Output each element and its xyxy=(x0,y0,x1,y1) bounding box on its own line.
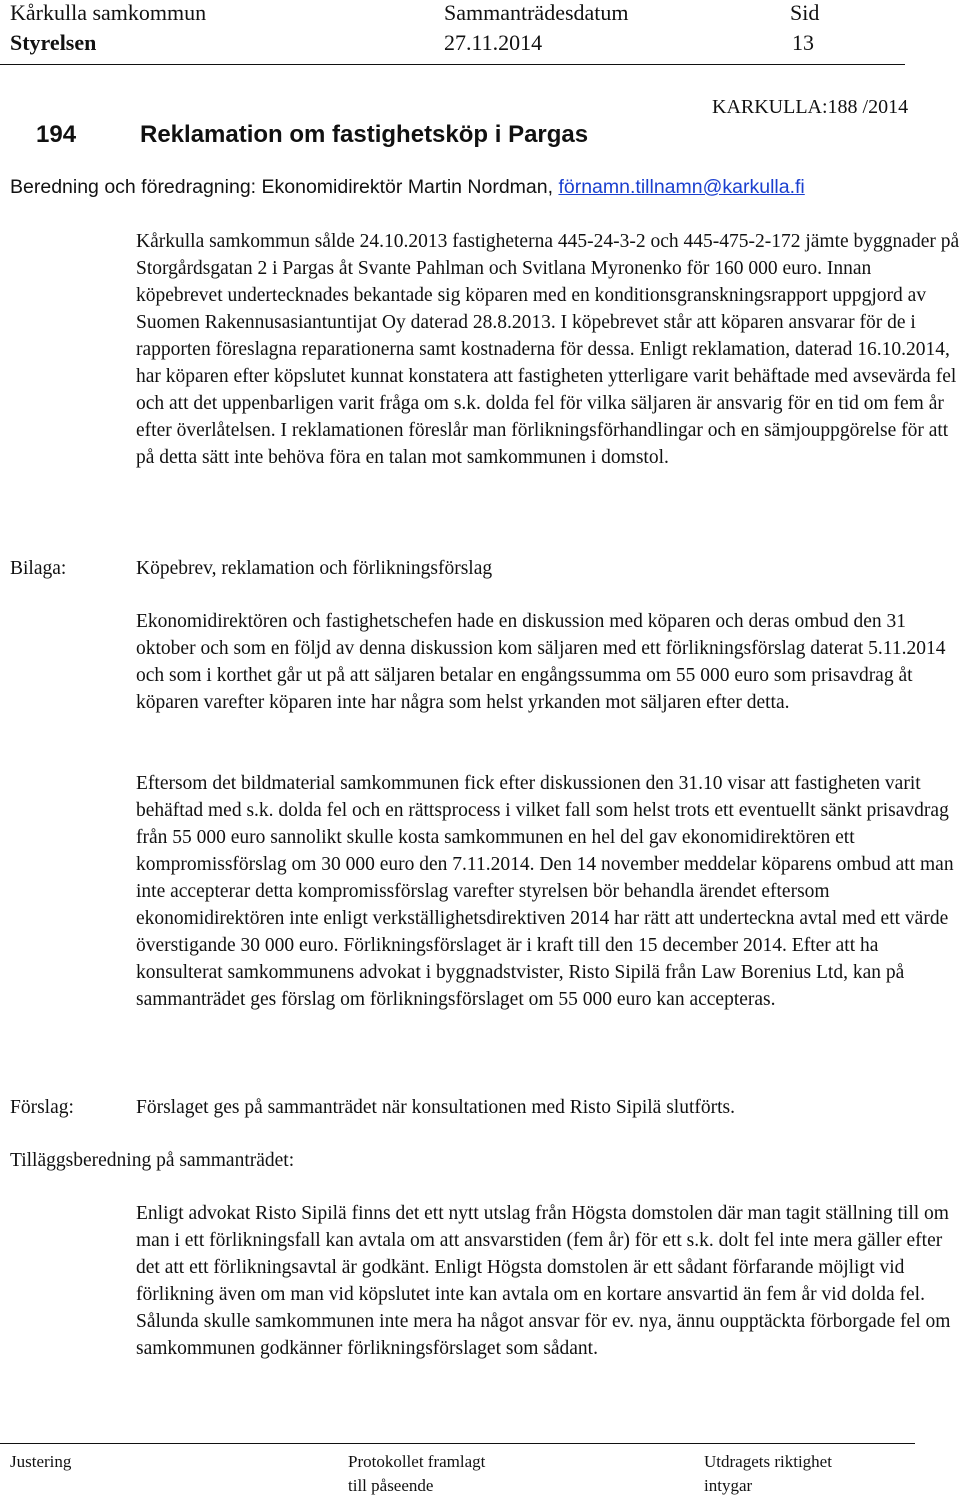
meeting-date-label: Sammanträdesdatum xyxy=(444,0,629,25)
paragraph-discussion: Ekonomidirektören och fastighetschefen hade en diskussion med köparen och deras ombud den 31 oktober och som en följd av denna diskussion kom säljaren med ett förlikningsförslag daterat 5.11.2014 och som i korthet går ut på att säljaren betalar en engångssumma om 55 000 euro som prisavdrag åt köparen varefter köparen inte har några som helst yrkanden mot säljaren efter detta. xyxy=(136,611,946,713)
supplement-label: Tilläggsberedning på sammanträdet: xyxy=(10,1150,295,1171)
board-name: Styrelsen xyxy=(10,30,97,55)
footer-extract-line1: Utdragets riktighet xyxy=(704,1452,832,1471)
case-reference: KARKULLA:188 /2014 xyxy=(712,96,909,118)
org-name: Kårkulla samkommun xyxy=(10,0,207,25)
page-label: Sid xyxy=(790,0,820,25)
section-title: Reklamation om fastighetsköp i Pargas xyxy=(140,121,589,148)
footer-justering: Justering xyxy=(10,1452,72,1471)
section-number: 194 xyxy=(36,121,77,148)
header-divider xyxy=(0,64,905,65)
preparer-line xyxy=(10,176,805,199)
proposal-text: Förslaget ges på sammanträdet när konsultationen med Risto Sipilä slutförts. xyxy=(136,1097,735,1118)
preparer-email-link[interactable]: förnamn.tillnamn@karkulla.fi xyxy=(558,176,805,198)
proposal-label: Förslag: xyxy=(10,1097,74,1118)
preparer-text: Beredning och föredragning: Ekonomidirektör Martin Nordman, xyxy=(10,176,559,198)
attachment-label: Bilaga: xyxy=(10,558,67,579)
footer-protocol-line1: Protokollet framlagt xyxy=(348,1452,486,1471)
attachment-text: Köpebrev, reklamation och förlikningsförslag xyxy=(136,558,493,579)
paragraph-sale-background: Kårkulla samkommun sålde 24.10.2013 fastigheterna 445-24-3-2 och 445-475-2-172 jämte byggnader på Storgårdsgatan 2 i Pargas åt Svante Pahlman och Svitlana Myronenko för 160 000 euro. Innan köpebrevet undertecknades bekantade sig köparen med en konditionsgranskningsrapport uppgjord av Suomen Rakennusasiantuntijat Oy daterad 28.8.2013. I köpebrevet står att köparen ansvarar för de i rapporten föreslagna reparationerna samt kostnaderna för dessa. Enligt reklamation, daterad 16.10.2014, har köparen efter köpslutet kunnat konstatera att fastigheten ytterligare varit behäftade med avsevärda fel och att det uppenbarligen varit fråga om s.k. dolda fel för vilka säljaren är ansvarig för en tid om fem år efter överlåtelsen. I reklamationen föreslår man förlikningsförhandlingar och en sämjouppgörelse för att på detta sätt inte behöva föra en talan mot samkommunen i domstol. xyxy=(136,231,960,468)
meeting-date: 27.11.2014 xyxy=(444,30,543,55)
paragraph-compromise: Eftersom det bildmaterial samkommunen fick efter diskussionen den 31.10 visar att fastigheten varit behäftad med s.k. dolda fel och en rättsprocess i vilket fall som helst trots ett eventuellt sänkt prisavdrag från 55 000 euro sannolikt skulle kosta samkommunen en hel del gav ekonomidirektören ett kompromissförslag om 30 000 euro den 7.11.2014. Den 14 november meddelar köparens ombud att man inte accepterar detta kompromissförslag varefter styrelsen bör behandla ärendet eftersom ekonomidirektören inte enligt verkställighetsdirektiven 2014 har rätt att underteckna avtal med ett värde överstigande 30 000 euro. Förlikningsförslaget är i kraft till den 15 december 2014. Efter att ha konsulterat samkommunens advokat i byggnadstvister, Risto Sipilä från Law Borenius Ltd, kan på sammanträdet ges förslag om förlikningsförslaget om 55 000 euro kan accepteras. xyxy=(136,773,954,1010)
footer-divider xyxy=(0,1443,915,1444)
paragraph-supreme-court: Enligt advokat Risto Sipilä finns det ett nytt utslag från Högsta domstolen där man tagit ställning till om man i ett förlikningsfall kan avtala om att ansvarstiden (fem år) för ett s.k. dolt fel inte mera gäller efter det att ett förlikningsavtal är godkänt. Enligt Högsta domstolen är ett sådant förfarande möjligt vid förlikning även om man vid köpslutet inte kan avtala om en kortare ansvartid än fem år vid dolda fel. Sålunda skulle samkommunen inte mera ha något ansvar för ev. nya, ännu oupptäckta förborgade fel om samkommunen godkänner förlikningsförslaget som sådant. xyxy=(136,1203,951,1359)
page-number: 13 xyxy=(792,30,814,55)
footer-extract-line2: intygar xyxy=(704,1476,753,1495)
footer-protocol-line2: till påseende xyxy=(348,1476,434,1495)
